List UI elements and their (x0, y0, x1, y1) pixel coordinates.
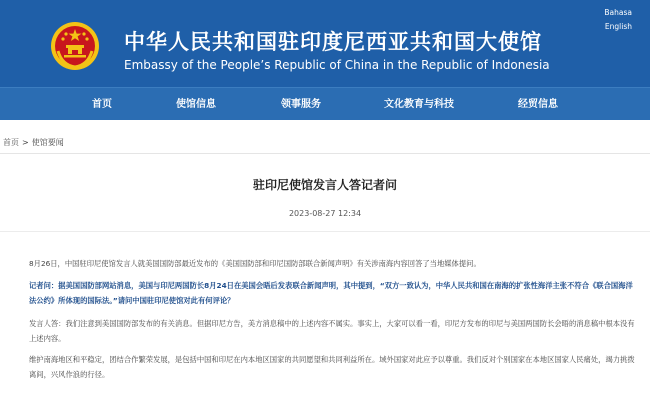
site-header (0, 0, 650, 87)
lang-link-bahasa[interactable]: Bahasa (604, 8, 632, 17)
embassy-title-cn: 中华人民共和国驻印度尼西亚共和国大使馆 (124, 30, 542, 54)
article-question-paragraph: 记者问：据美国国防部网站消息，美国与印尼两国防长8月24日在美国会晤后发表联合新闻声明，其中提到，“双方一致认为，中华人民共和国在南海的扩张性海洋主张不符合《联合国海洋法公约》所体现的国际法。”请问中国驻印尼使馆对此有何评论？ (29, 281, 633, 305)
article-paragraph: 8月26日，中国驻印尼使馆发言人就美国国防部最近发布的《美国国防部和印尼国防部联合新闻声明》有关涉南海内容回答了当地媒体提问。 (29, 259, 481, 268)
nav-item-culture-education[interactable]: 文化教育与科技 (384, 99, 454, 110)
nav-item-trade-info[interactable]: 经贸信息 (518, 99, 558, 110)
nav-item-home[interactable]: 首页 (92, 99, 112, 110)
article-paragraph: 维护南海地区和平稳定，团结合作繁荣发展，是包括中国和印尼在内本地区国家的共同愿望和共同利益所在。域外国家对此应予以尊重。我们反对个别国家在本地区国家人民痛处，竭力挑拨离间，兴风作浪的行径。 (29, 355, 635, 379)
nav-item-embassy-info[interactable]: 使馆信息 (176, 99, 216, 110)
breadcrumb-current-link[interactable]: 使馆要闻 (31, 138, 64, 147)
article-answer-paragraph: 发言人答：我们注意到美国国防部发布的有关消息。但据印尼方告，美方消息稿中的上述内容不属实。事实上，大家可以看一看，印尼方发布的印尼与美国两国防长会晤的消息稿中根本没有上述内容。 (29, 319, 635, 343)
main-nav (0, 87, 650, 120)
article-title: 驻印尼使馆发言人答记者问 (252, 178, 397, 192)
article-date: 2023-08-27 12:34 (288, 209, 362, 218)
breadcrumb-home-link[interactable]: 首页 (3, 138, 19, 147)
breadcrumb (3, 137, 64, 148)
article-divider (0, 231, 650, 232)
nav-item-consular-services[interactable]: 领事服务 (281, 99, 321, 110)
breadcrumb-divider (0, 153, 650, 154)
lang-link-english[interactable]: English (604, 22, 632, 31)
embassy-title-en: Embassy of the People’s Republic of China in the Republic of Indonesia (124, 58, 550, 72)
national-emblem-icon[interactable] (50, 21, 100, 71)
breadcrumb-separator: > (22, 138, 29, 147)
